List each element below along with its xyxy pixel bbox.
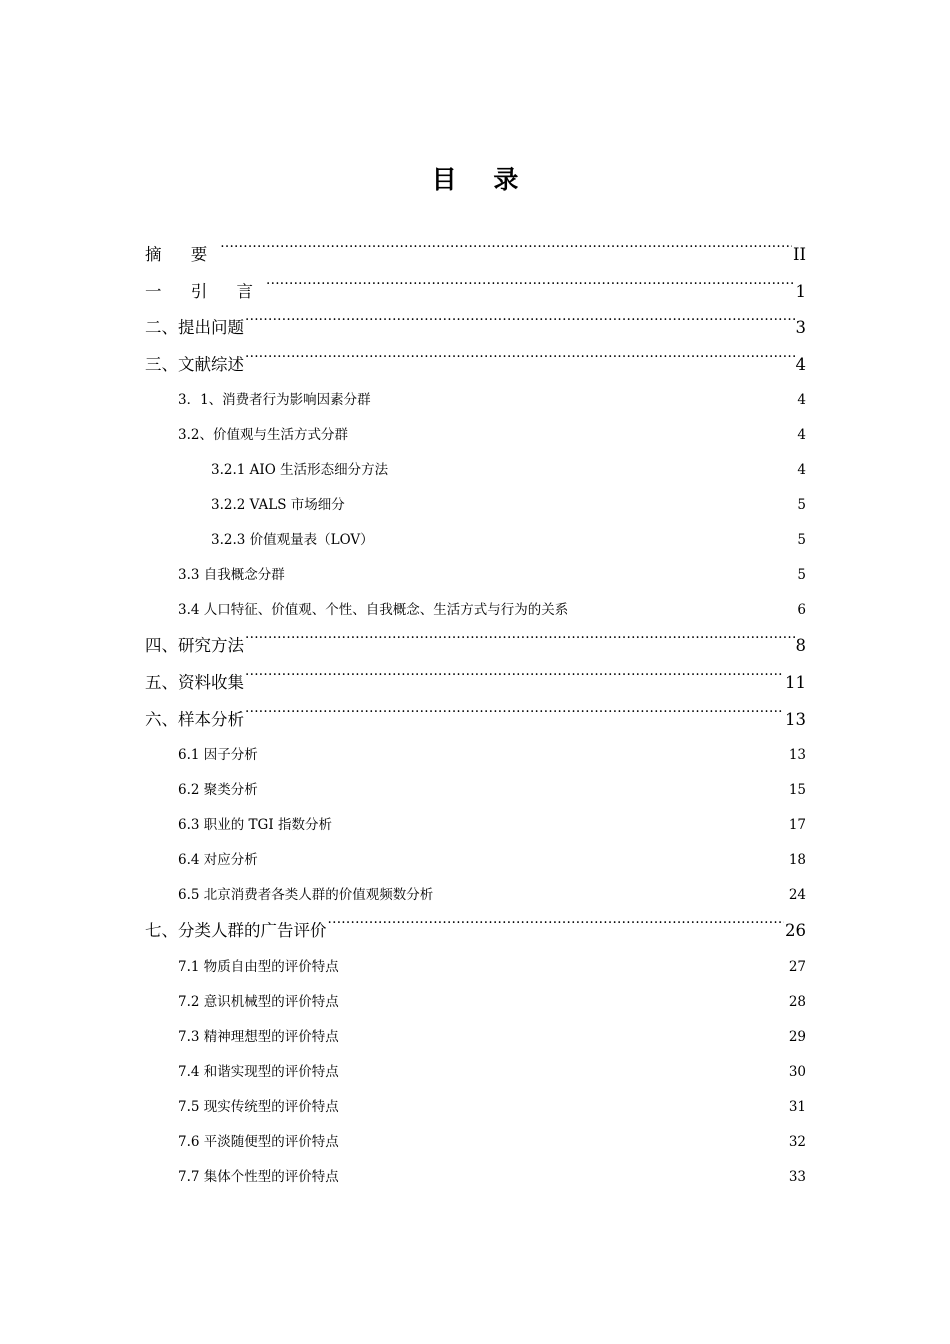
toc-dot-leader xyxy=(375,531,797,545)
toc-entry[interactable] xyxy=(145,558,806,593)
toc-dot-leader xyxy=(569,601,796,615)
toc-entry-page-number: 4 xyxy=(797,462,806,479)
toc-dot-leader xyxy=(372,391,797,405)
toc-entry-label: 7.7 集体个性型的评价特点 xyxy=(178,1168,339,1185)
toc-dot-leader xyxy=(266,280,795,297)
toc-entry-label: 7.5 现实传统型的评价特点 xyxy=(178,1098,339,1115)
toc-entry[interactable] xyxy=(145,808,806,843)
toc-entry[interactable] xyxy=(145,665,806,702)
toc-entry-label: 6.3 职业的 TGI 指数分析 xyxy=(178,817,332,834)
toc-entry-page-number: 8 xyxy=(795,636,806,656)
toc-entry-page-number: 5 xyxy=(797,532,806,549)
toc-entry-page-number: 26 xyxy=(785,921,806,941)
toc-entry-label: 3.3 自我概念分群 xyxy=(178,567,285,584)
toc-entry[interactable] xyxy=(145,383,806,418)
toc-dot-leader xyxy=(259,781,788,795)
toc-entry-page-number: 11 xyxy=(785,672,806,692)
table-of-contents xyxy=(145,237,806,1195)
toc-entry[interactable] xyxy=(145,628,806,665)
toc-entry-label: 3.2.2 VALS 市场细分 xyxy=(211,497,345,514)
toc-entry[interactable] xyxy=(145,274,806,311)
toc-entry[interactable] xyxy=(145,418,806,453)
toc-dot-leader xyxy=(328,920,785,937)
toc-entry-label: 7.3 精神理想型的评价特点 xyxy=(178,1028,339,1045)
toc-entry-label: 6.5 北京消费者各类人群的价值观频数分析 xyxy=(178,887,434,904)
toc-entry[interactable] xyxy=(145,1125,806,1160)
toc-entry-label: 6.1 因子分析 xyxy=(178,747,258,764)
toc-entry-label: 3.2.3 价值观量表（LOV） xyxy=(211,532,374,549)
toc-entry-page-number: 3 xyxy=(795,318,806,338)
toc-entry[interactable] xyxy=(145,593,806,628)
toc-entry-label: 6.2 聚类分析 xyxy=(178,782,258,799)
toc-entry[interactable] xyxy=(145,738,806,773)
toc-dot-leader xyxy=(340,957,788,971)
toc-dot-leader xyxy=(245,317,795,334)
toc-entry[interactable] xyxy=(145,453,806,488)
toc-entry-label: 七、分类人群的广告评价 xyxy=(145,921,327,941)
toc-entry-page-number: 27 xyxy=(788,958,806,975)
toc-entry-label: 摘 要 xyxy=(145,245,220,264)
toc-entry-page-number: 18 xyxy=(788,852,806,869)
toc-dot-leader xyxy=(349,426,796,440)
toc-entry-label: 3.2、价值观与生活方式分群 xyxy=(178,427,348,444)
toc-dot-leader xyxy=(245,635,795,652)
toc-entry[interactable] xyxy=(145,773,806,808)
toc-entry[interactable] xyxy=(145,1055,806,1090)
toc-entry-page-number: 4 xyxy=(797,427,806,444)
toc-entry-page-number: 24 xyxy=(788,887,806,904)
toc-entry[interactable] xyxy=(145,843,806,878)
toc-entry[interactable] xyxy=(145,1090,806,1125)
toc-entry[interactable] xyxy=(145,950,806,985)
toc-dot-leader xyxy=(340,1062,788,1076)
toc-entry-label: 6.4 对应分析 xyxy=(178,852,258,869)
toc-entry-label: 3.2.1 AIO 生活形态细分方法 xyxy=(211,462,389,479)
toc-dot-leader xyxy=(340,1097,788,1111)
toc-entry-page-number: 1 xyxy=(795,281,806,301)
toc-entry[interactable] xyxy=(145,1020,806,1055)
toc-entry-page-number: 4 xyxy=(797,392,806,409)
toc-entry-page-number: 17 xyxy=(788,817,806,834)
toc-dot-leader xyxy=(220,244,792,261)
toc-entry-page-number: 13 xyxy=(788,747,806,764)
toc-entry-page-number: 29 xyxy=(788,1028,806,1045)
toc-entry-page-number: 6 xyxy=(797,602,806,619)
toc-entry-page-number: 13 xyxy=(785,709,806,729)
toc-entry[interactable] xyxy=(145,347,806,384)
toc-entry-label: 一 引 言 xyxy=(145,281,265,301)
toc-dot-leader xyxy=(259,746,788,760)
toc-dot-leader xyxy=(346,496,797,510)
toc-dot-leader xyxy=(389,461,796,475)
toc-entry-label: 二、提出问题 xyxy=(145,318,244,338)
toc-entry-label: 五、资料收集 xyxy=(145,672,244,692)
toc-dot-leader xyxy=(259,851,788,865)
toc-entry-page-number: 4 xyxy=(795,354,806,374)
toc-dot-leader xyxy=(340,992,788,1006)
toc-entry-label: 7.1 物质自由型的评价特点 xyxy=(178,958,339,975)
toc-dot-leader xyxy=(286,566,797,580)
toc-entry-label: 7.2 意识机械型的评价特点 xyxy=(178,993,339,1010)
toc-entry[interactable] xyxy=(145,913,806,950)
toc-entry-page-number: 5 xyxy=(797,567,806,584)
toc-entry-page-number: II xyxy=(792,245,806,264)
toc-entry-page-number: 31 xyxy=(788,1098,806,1115)
toc-entry-label: 7.6 平淡随便型的评价特点 xyxy=(178,1133,339,1150)
toc-dot-leader xyxy=(245,353,795,370)
page-title: 目 录 xyxy=(431,165,533,194)
toc-entry-label: 三、文献综述 xyxy=(145,354,244,374)
toc-dot-leader xyxy=(434,886,788,900)
toc-entry[interactable] xyxy=(145,237,806,274)
toc-dot-leader xyxy=(340,1132,788,1146)
toc-entry[interactable] xyxy=(145,702,806,739)
toc-entry-label: 3．1、消费者行为影响因素分群 xyxy=(178,392,371,409)
toc-entry-label: 六、样本分析 xyxy=(145,709,244,729)
toc-entry-page-number: 30 xyxy=(788,1063,806,1080)
toc-entry-page-number: 15 xyxy=(788,782,806,799)
toc-entry-label: 四、研究方法 xyxy=(145,636,244,656)
toc-entry-page-number: 5 xyxy=(797,497,806,514)
toc-entry[interactable] xyxy=(145,488,806,523)
toc-dot-leader xyxy=(245,708,784,725)
toc-entry-page-number: 33 xyxy=(788,1168,806,1185)
toc-entry[interactable] xyxy=(145,1160,806,1195)
toc-entry-label: 7.4 和谐实现型的评价特点 xyxy=(178,1063,339,1080)
toc-entry-page-number: 32 xyxy=(788,1133,806,1150)
toc-entry[interactable] xyxy=(145,878,806,913)
toc-entry[interactable] xyxy=(145,523,806,558)
toc-dot-leader xyxy=(333,816,788,830)
toc-dot-leader xyxy=(340,1167,788,1181)
toc-entry-page-number: 28 xyxy=(788,993,806,1010)
toc-dot-leader xyxy=(340,1027,788,1041)
toc-entry[interactable] xyxy=(145,310,806,347)
toc-entry-label: 3.4 人口特征、价值观、个性、自我概念、生活方式与行为的关系 xyxy=(178,602,569,619)
toc-dot-leader xyxy=(245,671,784,688)
toc-entry[interactable] xyxy=(145,985,806,1020)
